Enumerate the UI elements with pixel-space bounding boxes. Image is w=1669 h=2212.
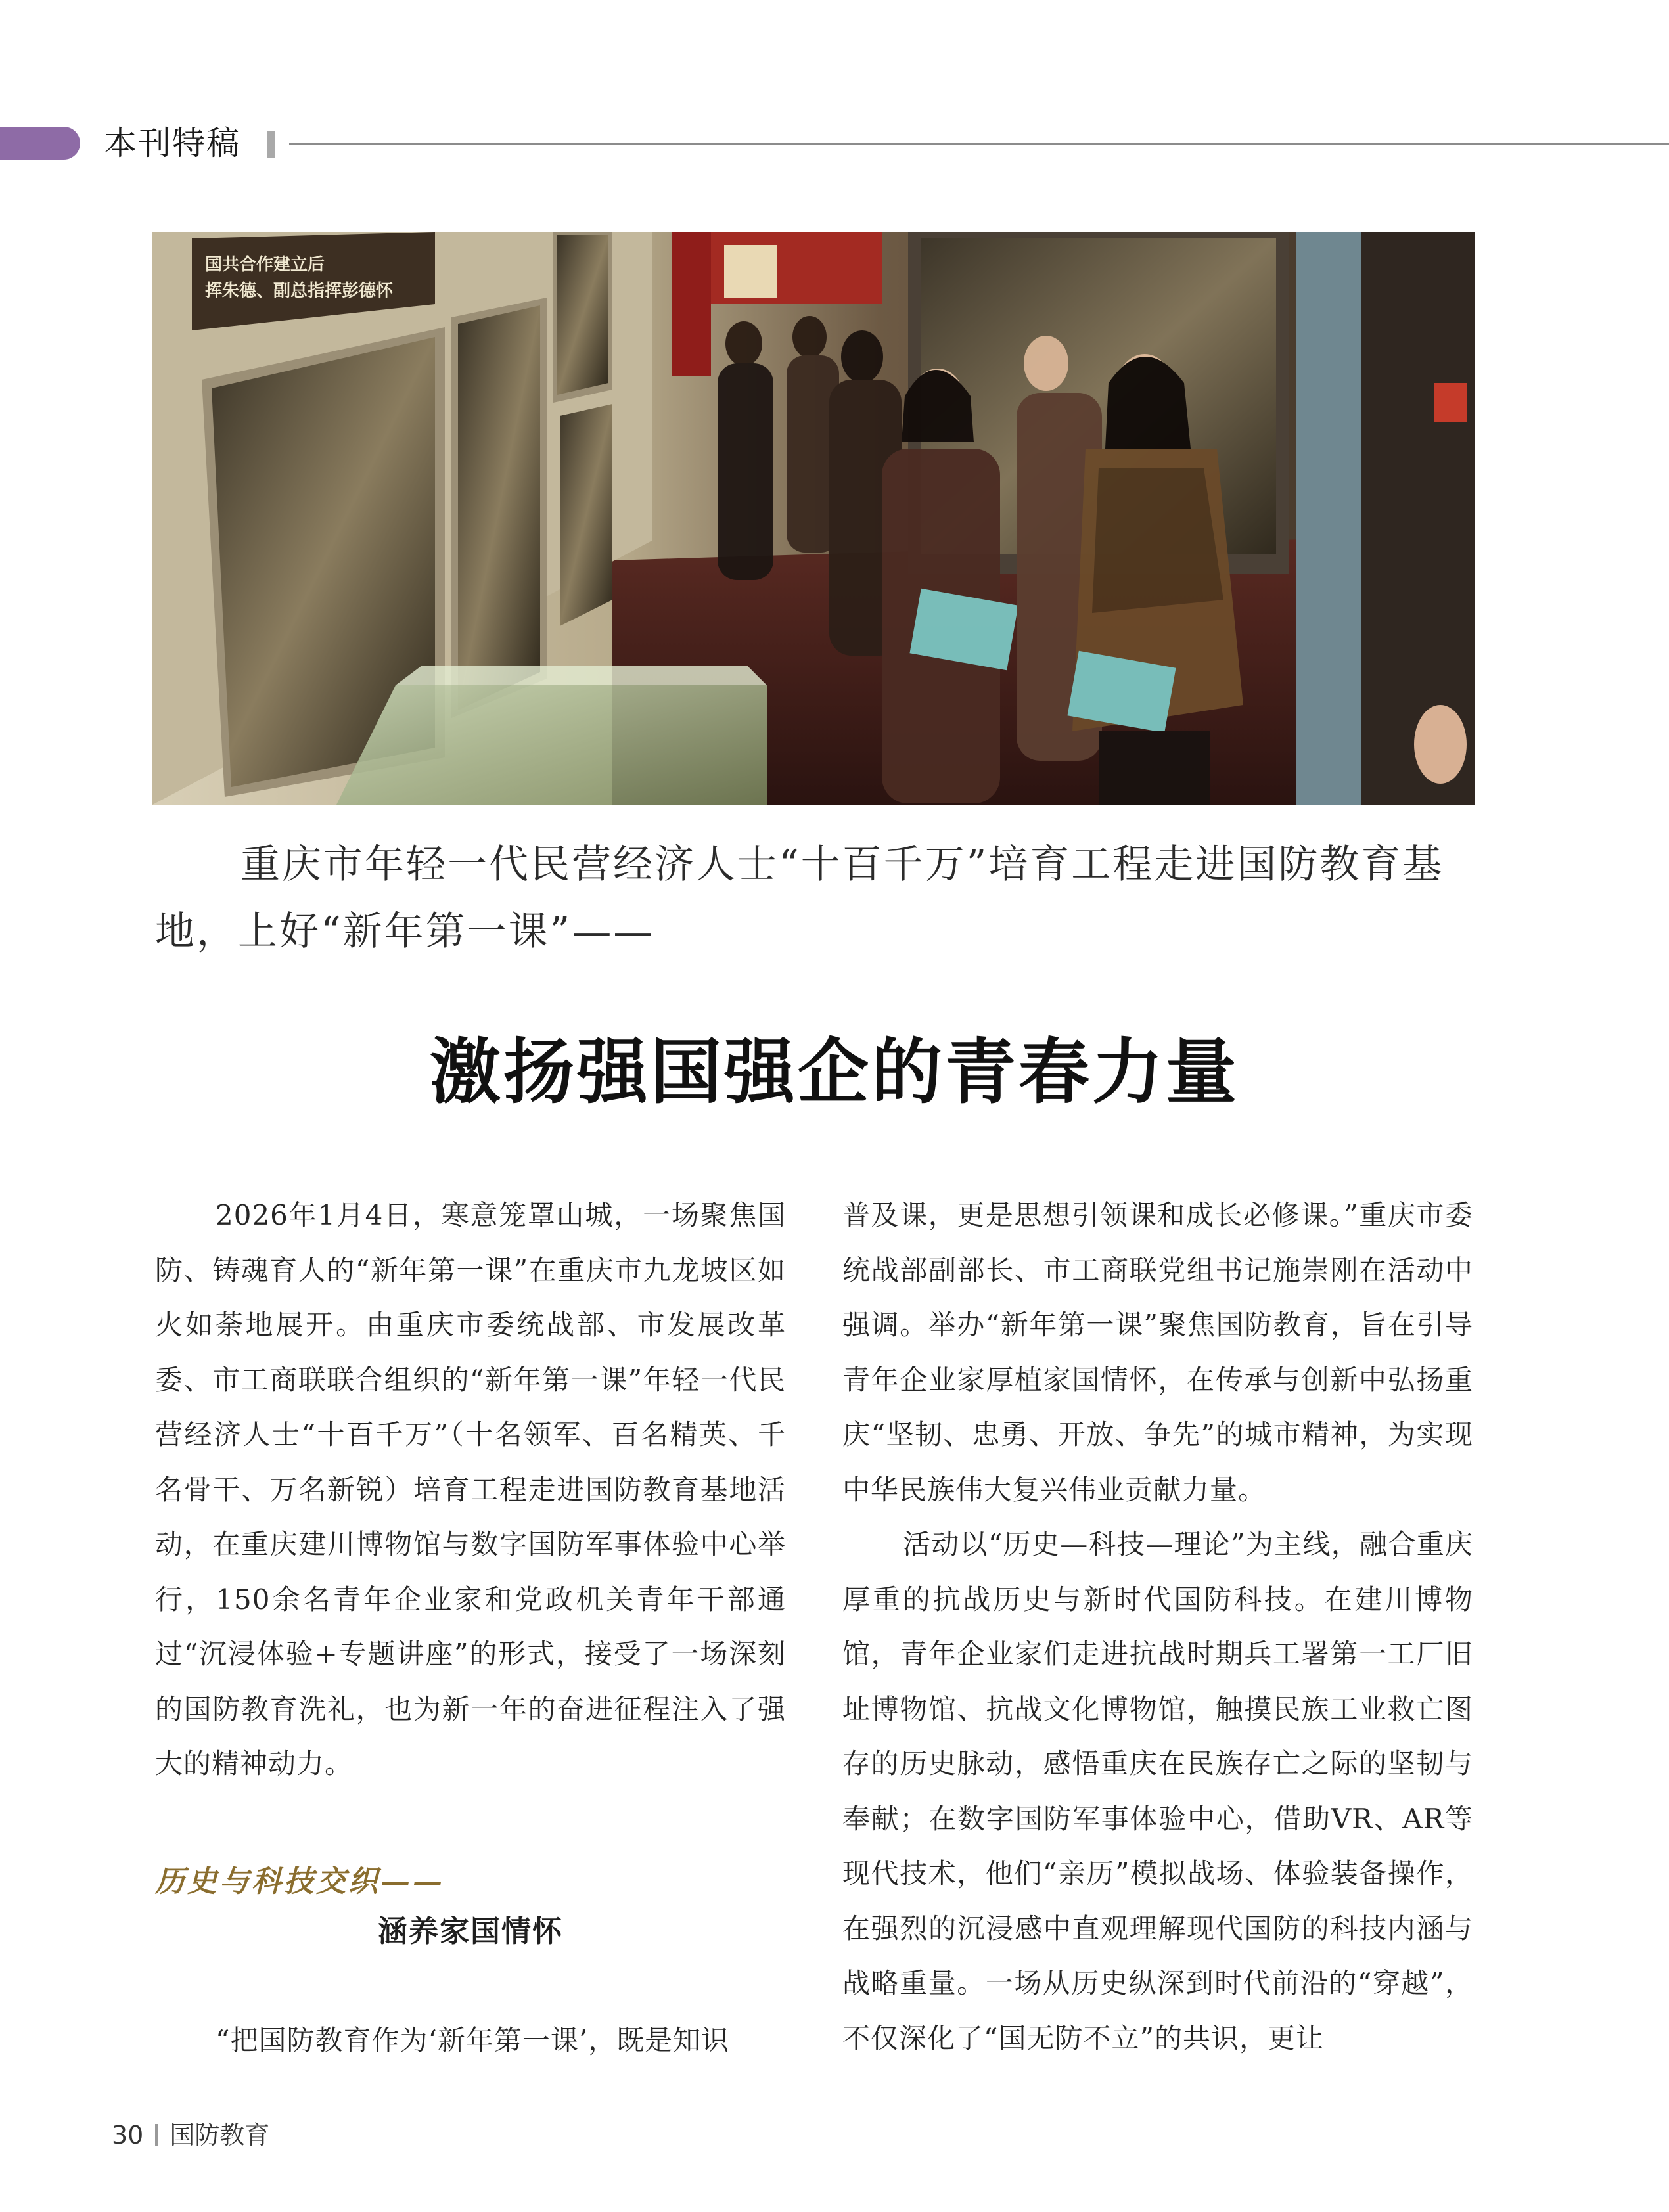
magazine-name: 国防教育 <box>170 2121 270 2150</box>
section-title: 本刊特稿 <box>104 124 240 162</box>
paragraph: 活动以“历史—科技—理论”为主线，融合重庆厚重的抗战历史与新时代国防科技。在建川博物馆，青年企业家们走进抗战时期兵工署第一工厂旧址博物馆、抗战文化博物馆，触摸民族工业救亡图存的历史脉动，感悟重庆在民族存亡之际的坚韧与奉献；在数字国防军事体验中心，借助VR、AR等现代技术，他们“亲历”模拟战场、体验装备操作，在强烈的沉浸感中直观理解现代国防的科技内涵与战略重量。一场从历史纵深到时代前沿的“穿越”，不仅深化了“国无防不立”的共识，更让 <box>842 1528 1473 2054</box>
page-number: 30 <box>112 2121 144 2150</box>
paragraph: 普及课，更是思想引领课和成长必修课。”重庆市委统战部副部长、市工商联党组书记施崇刚在活动中强调。举办“新年第一课”聚焦国防教育，旨在引导青年企业家厚植家国情怀，在传承与创新中弘扬重庆“坚韧、忠勇、开放、争先”的城市精神，为实现中华民族伟大复兴伟业贡献力量。 <box>842 1199 1473 1506</box>
footer-separator <box>155 2124 158 2146</box>
body-column-left-continued <box>155 2013 786 2068</box>
subheading: 涵养家国情怀 <box>377 1914 563 1949</box>
subheading-kicker: 历史与科技交织—— <box>155 1864 446 1899</box>
header-rule <box>289 143 1669 145</box>
article-title: 激扬强国强企的青春力量 <box>429 1031 1239 1114</box>
paragraph: “把国防教育作为‘新年第一课’，既是知识 <box>216 2024 730 2056</box>
body-column-left <box>155 1188 786 1792</box>
photo-board-text-2: 挥朱德、副总指挥彭德怀 <box>205 281 394 301</box>
article-intro: 重庆市年轻一代民营经济人士“十百千万”培育工程走进国防教育基地，上好“新年第一课”—— <box>155 842 1444 955</box>
paragraph: 2026年1月4日，寒意笼罩山城，一场聚焦国防、铸魂育人的“新年第一课”在重庆市九龙坡区如火如荼地展开。由重庆市委统战部、市发展改革委、市工商联联合组织的“新年第一课”年轻一代民营经济人士“十百千万”（十名领军、百名精英、千名骨干、万名新锐）培育工程走进国防教育基地活动，在重庆建川博物馆与数字国防军事体验中心举行，150余名青年企业家和党政机关青年干部通过“沉浸体验+专题讲座”的形式，接受了一场深刻的国防教育洗礼，也为新一年的奋进征程注入了强大的精神动力。 <box>155 1199 786 1780</box>
photo-board-text-1: 国共合作建立后 <box>205 255 325 275</box>
exhibition-photo <box>152 232 1475 805</box>
body-column-right <box>842 1188 1473 2065</box>
page-footer <box>112 2117 269 2154</box>
section-title-bar <box>267 131 275 158</box>
section-tab-marker <box>0 127 80 160</box>
